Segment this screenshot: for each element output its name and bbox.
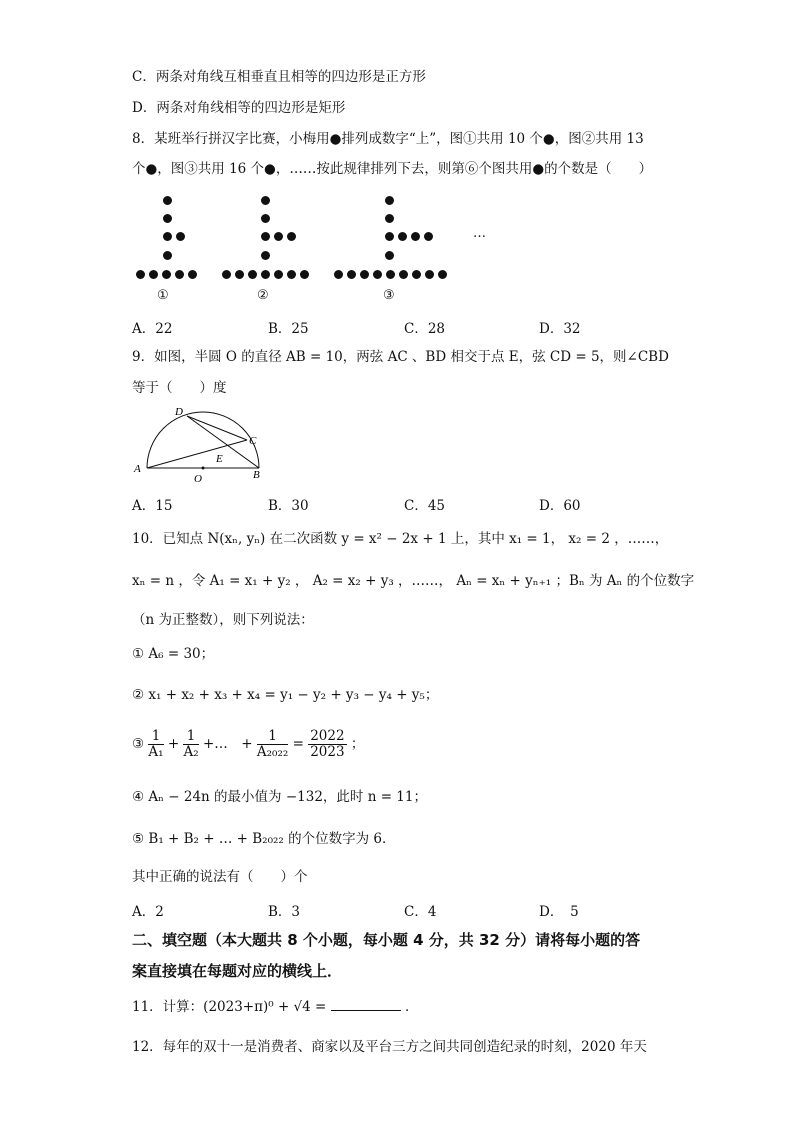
figure-ellipsis: … [473, 226, 486, 241]
q10-option-c: C．4 [404, 904, 437, 920]
q9-stem-line2: 等于（ ）度 [132, 380, 227, 396]
dot [412, 270, 421, 279]
q8-option-d: D．32 [539, 321, 581, 337]
dot [385, 232, 394, 241]
dot [424, 232, 433, 241]
dot [235, 270, 244, 279]
q9-option-c: C．45 [404, 498, 446, 514]
section-heading-line2: 案直接填在每题对应的横线上． [132, 962, 343, 980]
q10-statement-5: ⑤ B₁ + B₂ + … + B₂₀₂₂ 的个位数字为 6． [132, 831, 396, 847]
q11-suffix: ． [404, 999, 419, 1015]
chord-cd [187, 416, 247, 440]
answer-blank[interactable] [331, 998, 401, 1011]
dot [163, 214, 172, 223]
label-e: E [216, 453, 223, 465]
dot [222, 270, 231, 279]
dot [347, 270, 356, 279]
q9-option-b: B．30 [268, 498, 309, 514]
fraction [148, 729, 163, 760]
q10-question: 其中正确的说法有（ ）个 [132, 869, 308, 885]
dot [261, 251, 270, 260]
fraction-denominator: 2023 [310, 744, 345, 760]
label-o: O [194, 473, 202, 485]
equals-sign: = [292, 736, 304, 752]
semicircle-diagram [125, 400, 270, 490]
dot [334, 270, 343, 279]
q10-option-d: D． 5 [539, 904, 579, 920]
plus-sign: + [167, 736, 180, 752]
q8-stem-line2: 个●，图③共用 16 个●，……按此规律排列下去，则第⑥个图共用●的个数是（ ） [132, 161, 653, 177]
q10-statement-4: ④ Aₙ − 24n 的最小值为 −132，此时 n = 11； [132, 789, 427, 805]
fraction-denominator: A₁ [148, 744, 164, 760]
ellipsis-plus: +… + [202, 736, 253, 752]
dot [300, 270, 309, 279]
dot [373, 270, 382, 279]
dot [162, 270, 171, 279]
fraction [308, 729, 346, 760]
dot [136, 270, 145, 279]
chord-ac [147, 440, 247, 468]
q8-option-c: C．28 [404, 321, 446, 337]
dot [385, 251, 394, 260]
dot [425, 270, 434, 279]
semicircle-arc [147, 412, 259, 468]
dot [287, 270, 296, 279]
label-c: C [249, 435, 257, 447]
q9-stem-line1: 9．如图，半圆 O 的直径 AB = 10，两弦 AC 、BD 相交于点 E，弦 CD = 5，则∠CBD [132, 349, 669, 365]
section-heading-line1: 二、填空题（本大题共 8 个小题，每小题 4 分，共 32 分）请将每小题的答 [132, 931, 641, 949]
dot [438, 270, 447, 279]
dot [261, 232, 270, 241]
dot [176, 232, 185, 241]
q8-figure [0, 0, 794, 310]
fraction [257, 729, 288, 760]
fraction-numerator: 1 [257, 729, 288, 745]
dot [261, 214, 270, 223]
q11-expression: 11．计算：(2023+π)⁰ + √4 = [132, 999, 327, 1015]
q9-option-d: D．60 [539, 498, 581, 514]
dot [385, 196, 394, 205]
q8-option-a: A．22 [132, 321, 173, 337]
dot [188, 270, 197, 279]
q7-option-d: D．两条对角线相等的四边形是矩形 [132, 100, 346, 116]
dot [385, 214, 394, 223]
dot [261, 196, 270, 205]
figure-label-2: ② [257, 288, 269, 303]
dot [287, 232, 296, 241]
dot [360, 270, 369, 279]
dot [175, 270, 184, 279]
statement-3-marker: ③ [132, 736, 145, 752]
fraction-numerator: 2022 [310, 728, 345, 744]
dot [386, 270, 395, 279]
q10-stem-line3: （n 为正整数），则下列说法： [132, 612, 314, 628]
dot [248, 270, 257, 279]
q8-stem-line1: 8．某班举行拼汉字比赛，小梅用●排列成数字“上”，图①共用 10 个●，图②共用 13 [132, 131, 644, 147]
figure-label-1: ① [157, 288, 169, 303]
q10-option-b: B．3 [268, 904, 301, 920]
q10-stem-line1: 10．已知点 N(xₙ, yₙ) 在二次函数 y = x² − 2x + 1 上，其中 x₁ = 1， x₂ = 2 ，……， [132, 531, 669, 547]
label-d: D [175, 406, 183, 418]
fraction-numerator: 1 [148, 729, 163, 745]
q11-line [132, 998, 418, 1016]
label-a: A [134, 463, 141, 475]
q10-statement-1: ① A₆ = 30； [132, 646, 215, 662]
fraction [183, 729, 198, 760]
q8-option-b: B．25 [268, 321, 309, 337]
center-point [202, 467, 205, 470]
label-b: B [253, 469, 260, 481]
dot [411, 232, 420, 241]
dot [399, 270, 408, 279]
fraction-numerator: 1 [183, 729, 198, 745]
dot [163, 251, 172, 260]
q7-option-c: C．两条对角线互相垂直且相等的四边形是正方形 [132, 69, 426, 85]
fraction-denominator: A₂ [183, 744, 199, 760]
q10-option-a: A．2 [132, 904, 164, 920]
figure-label-3: ③ [383, 288, 395, 303]
q10-statement-3 [132, 724, 364, 764]
dot [261, 270, 270, 279]
q9-option-a: A．15 [132, 498, 173, 514]
dot [163, 196, 172, 205]
q10-stem-line2: xₙ = n ，令 A₁ = x₁ + y₂ ， A₂ = x₂ + y₃ ，……， Aₙ = xₙ + yₙ₊₁ ；Bₙ 为 Aₙ 的个位数字 [132, 573, 695, 589]
dot [398, 232, 407, 241]
dot [274, 270, 283, 279]
dot [149, 270, 158, 279]
q12-stem-line1: 12．每年的双十一是消费者、商家以及平台三方之间共同创造纪录的时刻，2020 年天 [132, 1039, 647, 1055]
q10-statement-2: ② x₁ + x₂ + x₃ + x₄ = y₁ − y₂ + y₃ − y₄ + y₅； [132, 687, 439, 703]
fraction-denominator: A₂₀₂₂ [256, 744, 289, 760]
dot [163, 232, 172, 241]
dot [274, 232, 283, 241]
semicolon: ； [350, 736, 365, 752]
